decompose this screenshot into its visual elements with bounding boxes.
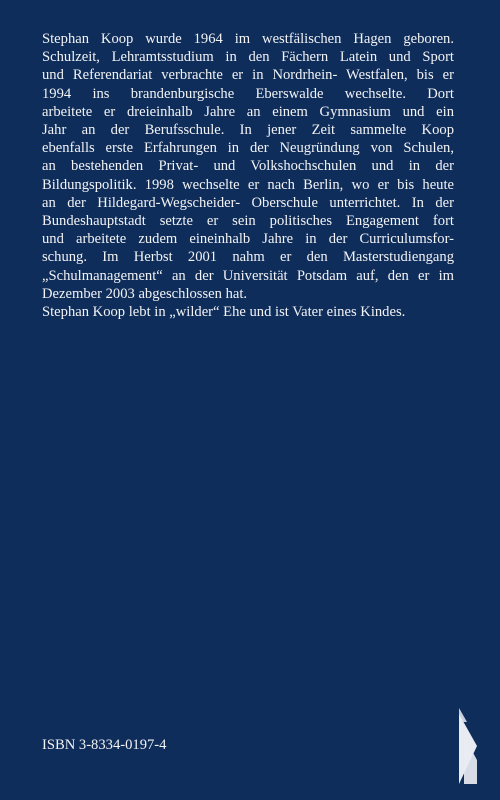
bio-line: an bestehenden Privat- und Volkshochschulen und in der [42, 158, 454, 175]
bio-line: Jahr an der Berufsschule. In jener Zeit sammelte Koop [42, 122, 454, 139]
bio-line: Bildungspolitik. 1998 wechselte er nach Berlin, wo er bis heute [42, 176, 454, 193]
bio-line: Stephan Koop lebt in „wilder“ Ehe und ist Vater eines Kindes. [42, 304, 406, 321]
isbn-number: ISBN 3-8334-0197-4 [42, 737, 167, 753]
bio-line: Dezember 2003 abgeschlossen hat. [42, 285, 248, 302]
bio-line: an der Hildegard-Wegscheider- Oberschule unterrichtet. In der [42, 194, 454, 211]
bio-line: „Schulmanagement“ an der Universität Potsdam auf, den er im [42, 267, 454, 284]
bio-line: Bundeshauptstadt setzte er sein politisches Engagement fort [42, 213, 454, 230]
bod-publisher-logo-icon [457, 708, 479, 784]
bio-line: ebenfalls erste Erfahrungen in der Neugründung von Schulen, [42, 140, 454, 157]
bio-line: und Referendariat verbrachte er in Nordrhein- Westfalen, bis er [42, 67, 454, 84]
bio-line: 1994 ins brandenburgische Eberswalde wechselte. Dort [42, 85, 454, 102]
author-biography [42, 30, 454, 321]
bio-line: arbeitete er dreieinhalb Jahre an einem Gymnasium und ein [42, 103, 454, 120]
bio-line: Schulzeit, Lehramtsstudium in den Fächern Latein und Sport [42, 49, 454, 66]
bio-line: und arbeitete zudem eineinhalb Jahre in der Curriculumsfor- [42, 231, 454, 248]
bio-line: Stephan Koop wurde 1964 im westfälischen Hagen geboren. [42, 31, 454, 47]
bio-line: schung. Im Herbst 2001 nahm er den Masterstudiengang [42, 249, 454, 266]
